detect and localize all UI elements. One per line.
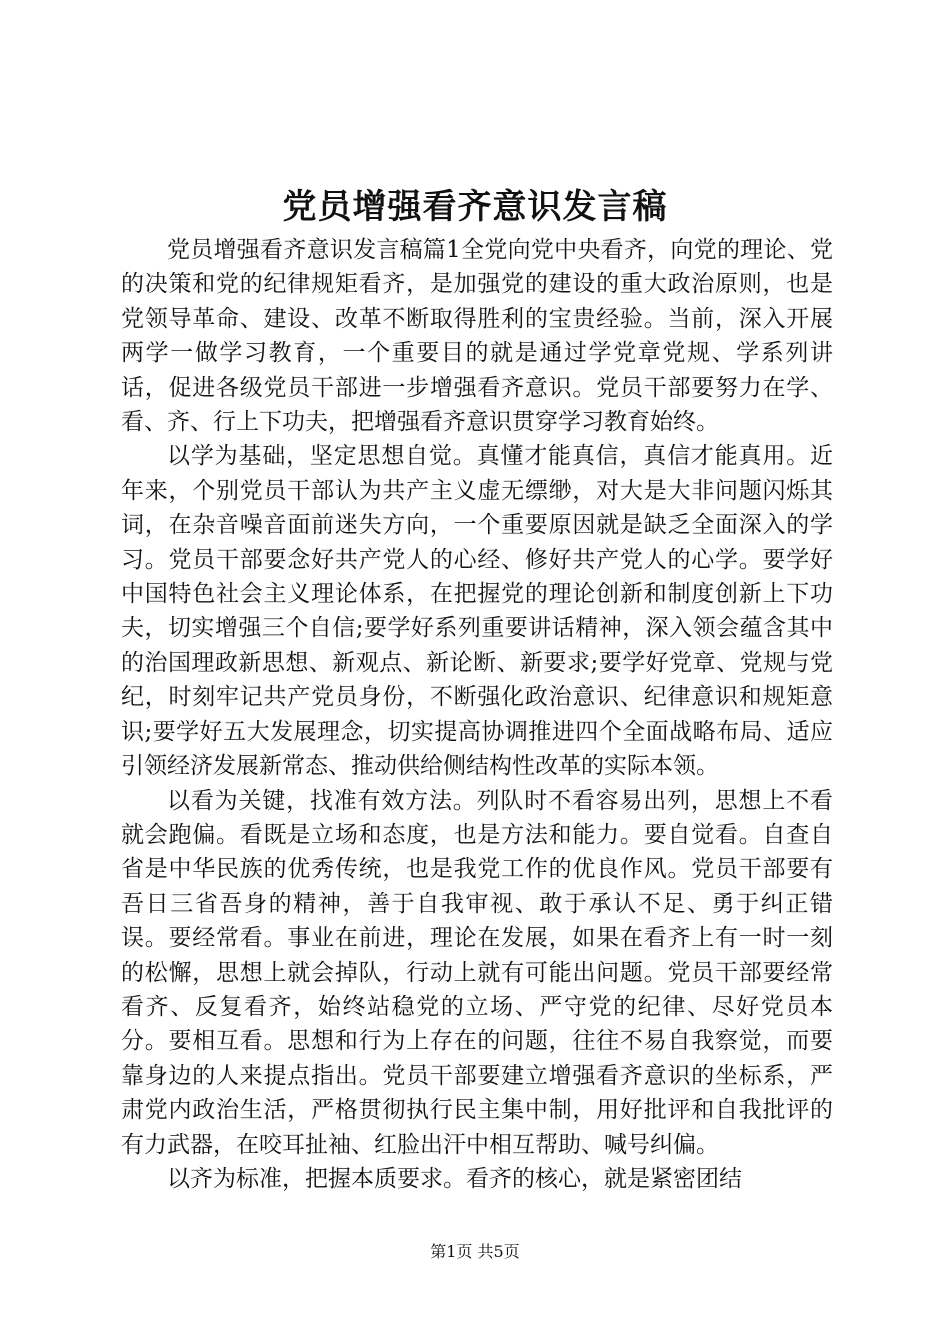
- document-title: 党员增强看齐意识发言稿: [282, 187, 668, 227]
- paragraph-2: 以学为基础，坚定思想自觉。真懂才能真信，真信才能真用。近年来，个别党员干部认为共产主义虚无缥缈，对大是大非问题闪烁其词，在杂音噪音面前迷失方向，一个重要原因就是缺乏全面深入的学习。党员干部要念好共产党人的心经、修好共产党人的心学。要学好中国特色社会主义理论体系，在把握党的理论创新和制度创新上下功夫，切实增强三个自信;要学好系列重要讲话精神，深入领会蕴含其中的治国理政新思想、新观点、新论断、新要求;要学好党章、党规与党纪，时刻牢记共产党员身份，不断强化政治意识、纪律意识和规矩意识;要学好五大发展理念，切实提高协调推进四个全面战略布局、适应引领经济发展新常态、推动供给侧结构性改革的实际本领。: [121, 443, 833, 780]
- document-body: [121, 233, 833, 1196]
- paragraph-3: 以看为关键，找准有效方法。列队时不看容易出列，思想上不看就会跑偏。看既是立场和态度，也是方法和能力。要自觉看。自查自省是中华民族的优秀传统，也是我党工作的优良作风。党员干部要有吾日三省吾身的精神，善于自我审视、敢于承认不足、勇于纠正错误。要经常看。事业在前进，理论在发展，如果在看齐上有一时一刻的松懈，思想上就会掉队，行动上就有可能出问题。党员干部要经常看齐、反复看齐，始终站稳党的立场、严守党的纪律、尽好党员本分。要相互看。思想和行为上存在的问题，往往不易自我察觉，而要靠身边的人来提点指出。党员干部要建立增强看齐意识的坐标系，严肃党内政治生活，严格贯彻执行民主集中制，用好批评和自我批评的有力武器，在咬耳扯袖、红脸出汗中相互帮助、喊号纠偏。: [121, 787, 833, 1158]
- paragraph-1: 党员增强看齐意识发言稿篇1全党向党中央看齐，向党的理论、党的决策和党的纪律规矩看齐，是加强党的建设的重大政治原则，也是党领导革命、建设、改革不断取得胜利的宝贵经验。当前，深入开展两学一做学习教育，一个重要目的就是通过学党章党规、学系列讲话，促进各级党员干部进一步增强看齐意识。党员干部要努力在学、看、齐、行上下功夫，把增强看齐意识贯穿学习教育始终。: [121, 237, 833, 436]
- page-footer: 第1页 共5页: [430, 1242, 520, 1261]
- paragraph-4: 以齐为标准，把握本质要求。看齐的核心，就是紧密团结: [167, 1165, 742, 1192]
